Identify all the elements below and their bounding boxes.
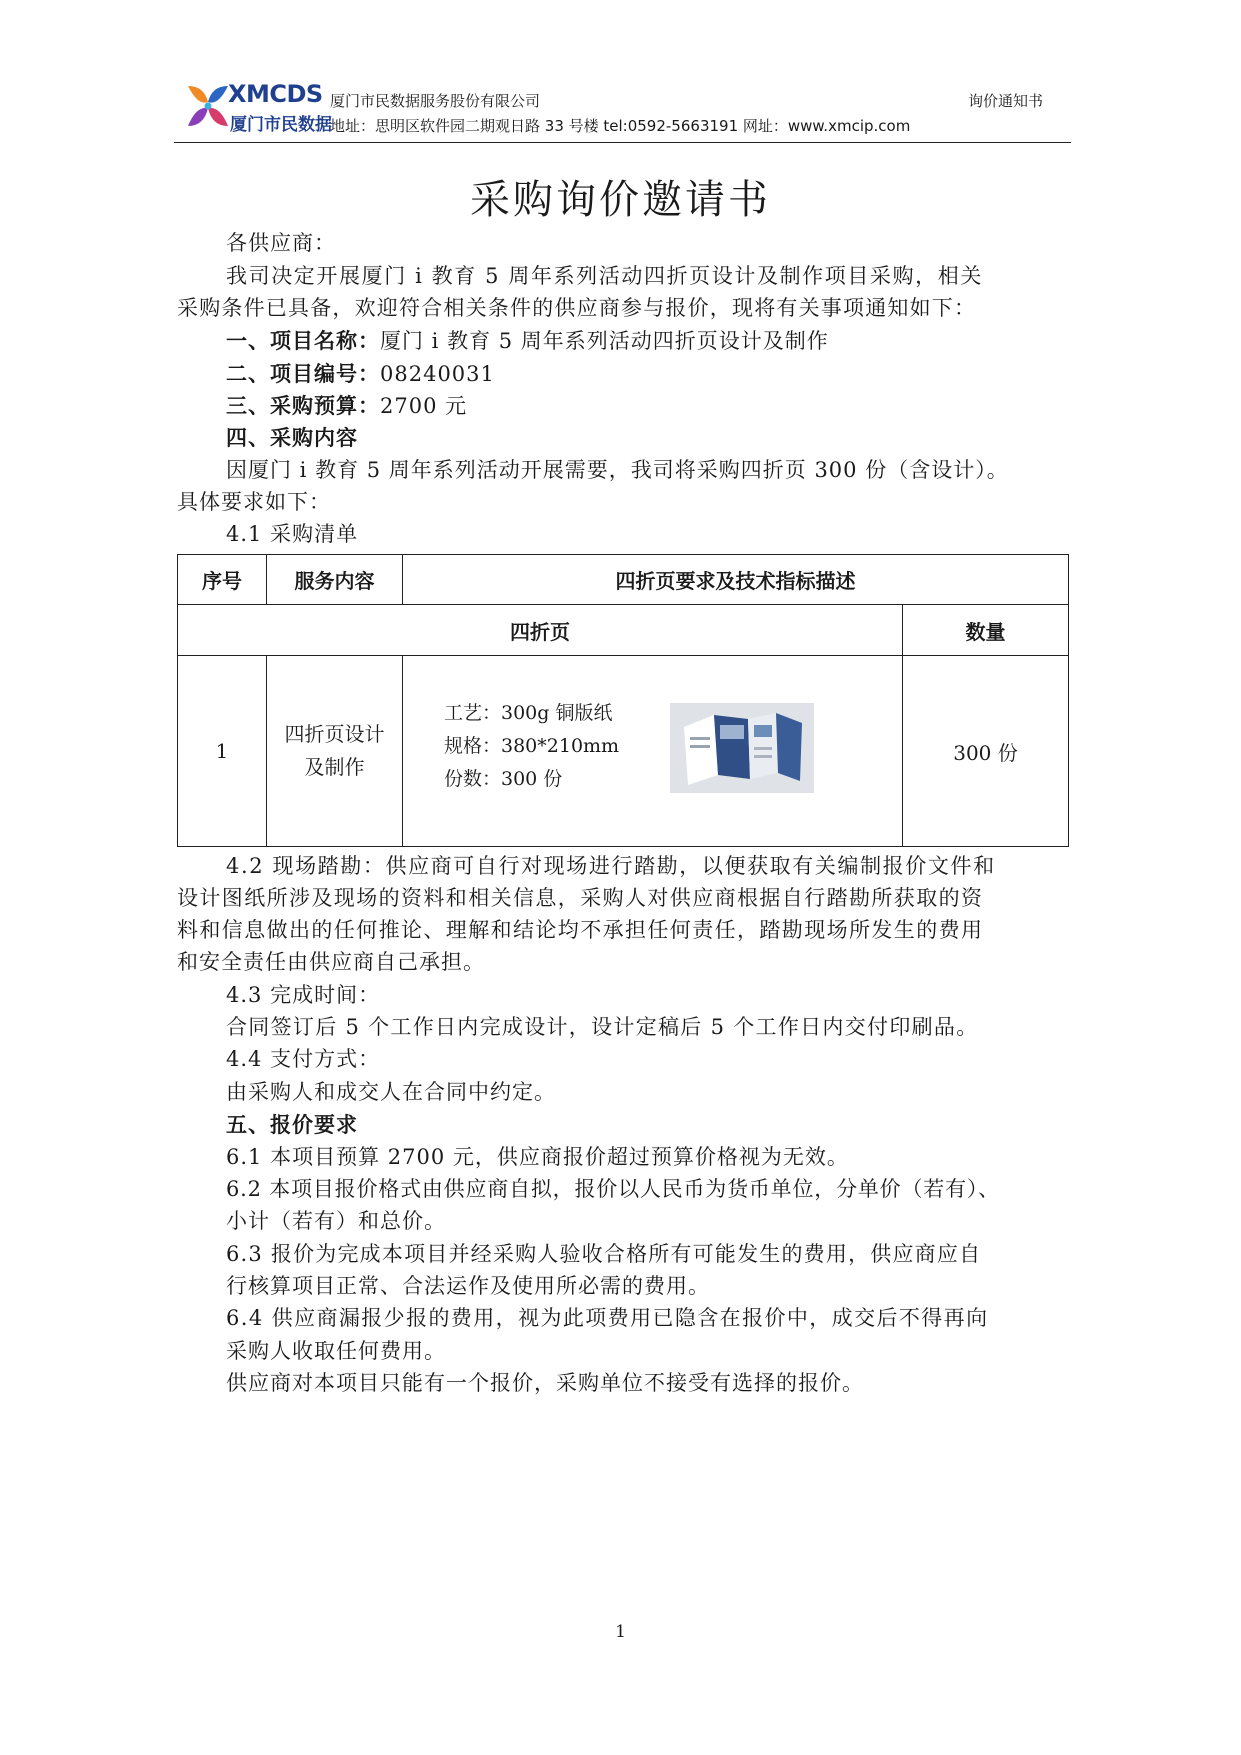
procurement-table — [177, 554, 1069, 847]
row-no: 1 — [178, 656, 267, 847]
document-type-label: 询价通知书 — [967, 92, 1043, 110]
col-header-desc: 四折页要求及技术指标描述 — [403, 555, 1069, 605]
site-survey-line-3: 料和信息做出的任何推论、理解和结论均不承担任何责任，踏勘现场所发生的费用 — [177, 918, 984, 942]
spec-size: 规格：380*210mm — [444, 735, 620, 757]
procurement-list-heading: 4.1 采购清单 — [226, 522, 359, 546]
completion-time-label: 4.3 完成时间： — [226, 983, 381, 1007]
row-spec — [404, 657, 901, 845]
site-survey-line-1: 4.2 现场踏勘：供应商可自行对现场进行踏勘，以便获取有关编制报价文件和 — [226, 854, 996, 878]
subheader-quantity: 数量 — [903, 605, 1069, 656]
page-number: 1 — [615, 1622, 626, 1642]
site-survey-line-4: 和安全责任由供应商自己承担。 — [177, 950, 485, 974]
procurement-content-heading — [226, 421, 358, 455]
intro-line-2: 采购条件已具备，欢迎符合相关条件的供应商参与报价，现将有关事项通知如下： — [177, 296, 977, 320]
row-service-line-2: 及制作 — [304, 755, 365, 779]
company-address: 地址：思明区软件园二期观日路 33 号楼 tel:0592-5663191 网址：www.xmcip.com — [330, 117, 911, 135]
col-header-no: 序号 — [178, 555, 267, 605]
header-divider — [174, 142, 1071, 143]
content-line-1: 因厦门 i 教育 5 周年系列活动开展需要，我司将采购四折页 300 份（含设计）。 — [226, 458, 1009, 482]
brochure-image — [670, 703, 814, 793]
company-name: 厦门市民数据服务股份有限公司 — [330, 92, 541, 110]
payment-method-text: 由采购人和成交人在合同中约定。 — [226, 1080, 556, 1104]
subheader-item: 四折页 — [178, 605, 903, 656]
col-header-service: 服务内容 — [267, 555, 403, 605]
table-subheader-row — [178, 605, 1069, 656]
quotation-requirements-heading — [226, 1108, 358, 1142]
payment-method-label: 4.4 支付方式： — [226, 1047, 381, 1071]
req-6-4-line-1: 6.4 供应商漏报少报的费用，视为此项费用已隐含在报价中，成交后不得再向 — [226, 1306, 989, 1330]
req-6-4-line-2: 采购人收取任何费用。 — [226, 1339, 446, 1363]
req-6-3-line-2: 行核算项目正常、合法运作及使用所必需的费用。 — [226, 1274, 710, 1298]
single-quote-note: 供应商对本项目只能有一个报价，采购单位不接受有选择的报价。 — [226, 1371, 864, 1395]
project-number-label: 二、项目编号： — [226, 361, 380, 386]
row-service-line-1: 四折页设计 — [284, 722, 385, 746]
project-name-label: 一、项目名称： — [226, 328, 380, 353]
completion-time-text: 合同签订后 5 个工作日内完成设计，设计定稿后 5 个工作日内交付印刷品。 — [226, 1015, 979, 1039]
content-heading-text: 四、采购内容 — [226, 425, 358, 450]
req-6-2-line-2: 小计（若有）和总价。 — [226, 1209, 446, 1233]
row-service — [267, 656, 403, 847]
logo-text-cn: 厦门市民数据 — [230, 115, 332, 135]
logo-text-en: XMCDS — [228, 80, 323, 108]
row-quantity: 300 份 — [903, 656, 1069, 847]
spec-craft: 工艺：300g 铜版纸 — [444, 702, 613, 724]
company-logo-icon — [184, 80, 232, 132]
budget-value: 2700 元 — [380, 394, 468, 418]
req-6-3-line-1: 6.3 报价为完成本项目并经采购人验收合格所有可能发生的费用，供应商应自 — [226, 1242, 982, 1266]
project-number — [226, 357, 495, 391]
procurement-budget — [226, 389, 467, 423]
req-6-1: 6.1 本项目预算 2700 元，供应商报价超过预算价格视为无效。 — [226, 1145, 849, 1169]
project-number-value: 08240031 — [380, 362, 495, 386]
req-6-2-line-1: 6.2 本项目报价格式由供应商自拟，报价以人民币为货币单位，分单价（若有）、 — [226, 1177, 1000, 1201]
salutation: 各供应商： — [226, 231, 336, 255]
row-spec-cell — [403, 656, 903, 847]
table-row — [178, 656, 1069, 847]
project-name — [226, 324, 829, 358]
budget-label: 三、采购预算： — [226, 393, 380, 418]
letterhead — [174, 72, 1071, 140]
table-header-row — [178, 555, 1069, 605]
content-line-2: 具体要求如下： — [177, 490, 331, 514]
project-name-value: 厦门 i 教育 5 周年系列活动四折页设计及制作 — [380, 329, 829, 353]
site-survey-line-2: 设计图纸所涉及现场的资料和相关信息，采购人对供应商根据自行踏勘所获取的资 — [177, 886, 984, 910]
intro-line-1: 我司决定开展厦门 i 教育 5 周年系列活动四折页设计及制作项目采购，相关 — [226, 264, 983, 288]
quotation-heading-text: 五、报价要求 — [226, 1112, 358, 1137]
document-title: 采购询价邀请书 — [470, 177, 771, 223]
spec-quantity: 份数：300 份 — [444, 768, 563, 790]
spec-lines — [444, 697, 619, 796]
